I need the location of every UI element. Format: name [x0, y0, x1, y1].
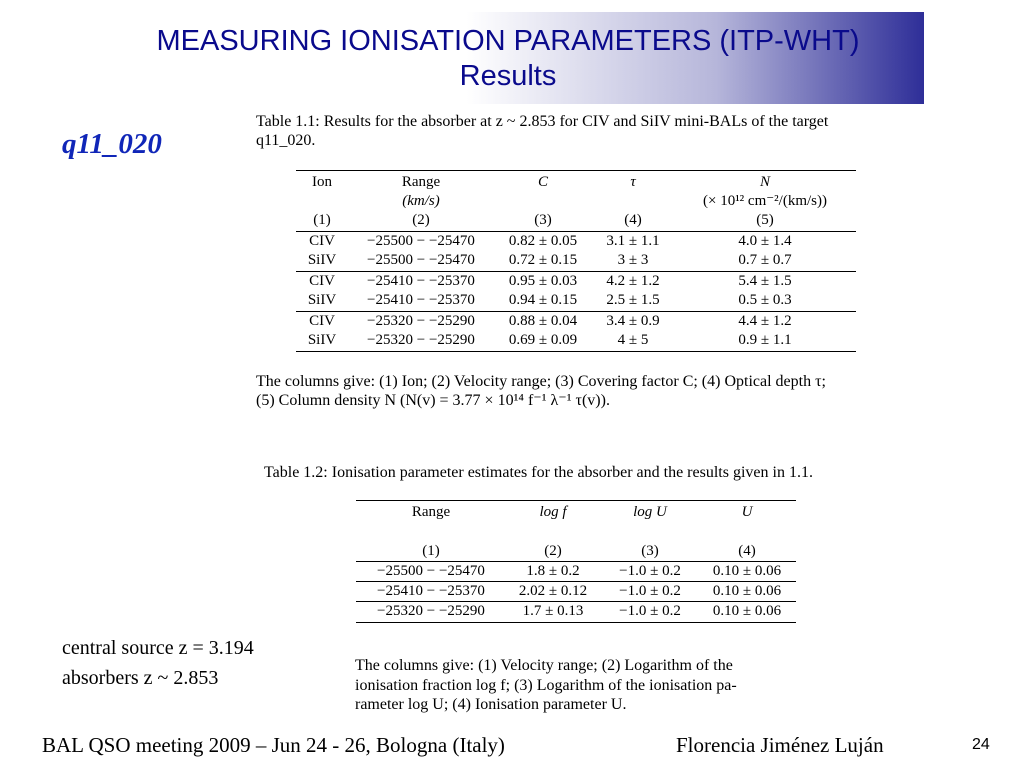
table2-cell: 1.7 ± 0.13	[522, 603, 584, 619]
table1-colnum-1: (1)	[313, 212, 331, 228]
table1-cell: 3.4 ± 0.9	[606, 313, 660, 329]
table1-cell: −25410 − −25370	[367, 273, 475, 289]
table1-cell: 0.95 ± 0.03	[508, 273, 578, 289]
table1-cell: 0.5 ± 0.3	[738, 292, 792, 308]
table1-header-ion: Ion	[312, 174, 332, 190]
table1-cell: 0.9 ± 1.1	[738, 332, 792, 348]
table2-colnum-4: (4)	[738, 543, 756, 559]
table1-cell: −25410 − −25370	[367, 292, 475, 308]
table2-colnum-1: (1)	[422, 543, 440, 559]
table2-cell: −1.0 ± 0.2	[619, 563, 681, 579]
table1-cell: CIV	[309, 233, 335, 249]
table2-cell: 2.02 ± 0.12	[518, 583, 588, 599]
table1-caption-line2: q11_020.	[256, 132, 316, 149]
table1-bottom-rule	[296, 351, 856, 352]
table1-cell: 4.0 ± 1.4	[738, 233, 792, 249]
table1-cell: 0.88 ± 0.04	[508, 313, 578, 329]
table2-cell: −25500 − −25470	[377, 563, 485, 579]
table1-colnum-5: (5)	[756, 212, 774, 228]
table1-cell: 5.4 ± 1.5	[738, 273, 792, 289]
table1-cell: −25500 − −25470	[367, 233, 475, 249]
table1-cell: CIV	[309, 313, 335, 329]
table2-top-rule	[356, 500, 796, 501]
table1-header-n: N	[759, 174, 770, 190]
table1-cell: SiIV	[307, 332, 337, 348]
table1-cell: CIV	[309, 273, 335, 289]
table1-cell: 0.94 ± 0.15	[508, 292, 578, 308]
table1-cell: −25500 − −25470	[367, 252, 475, 268]
table2-header-logf: log f	[539, 504, 567, 520]
footer-meeting: BAL QSO meeting 2009 – Jun 24 - 26, Bologna (Italy)	[42, 733, 505, 757]
table1-note-line2: (5) Column density N (N(v) = 3.77 × 10¹⁴ f⁻¹ λ⁻¹ τ(v)).	[256, 392, 610, 409]
table2-caption: Table 1.2: Ionisation parameter estimates for the absorber and the results given in 1.1.	[264, 464, 813, 481]
table1-cell: SiIV	[307, 292, 337, 308]
table2-cell: 1.8 ± 0.2	[526, 563, 580, 579]
table2-header-logu: log U	[633, 504, 667, 520]
table2-cell: −1.0 ± 0.2	[619, 583, 681, 599]
table2-cell: 0.10 ± 0.06	[712, 603, 782, 619]
table1-top-rule	[296, 170, 856, 171]
footer-author: Florencia Jiménez Luján	[676, 733, 884, 757]
table2-header-range: Range	[411, 504, 451, 520]
table2-note-line1: The columns give: (1) Velocity range; (2) Logarithm of the	[355, 657, 733, 674]
table1-header-range-unit: (km/s)	[402, 193, 440, 209]
table1-cell: −25320 − −25290	[367, 332, 475, 348]
table2-cell: 0.10 ± 0.06	[712, 583, 782, 599]
table1-cell: 2.5 ± 1.5	[606, 292, 660, 308]
slide-title: MEASURING IONISATION PARAMETERS (ITP-WHT)	[156, 25, 860, 57]
table2-header-u: U	[741, 504, 753, 520]
table2-note-line2: ionisation fraction log f; (3) Logarithm of the ionisation pa-	[355, 677, 737, 694]
page-number: 24	[972, 736, 990, 753]
table1-caption-line1: Table 1.1: Results for the absorber at z ~ 2.853 for CIV and SiIV mini-BALs of the target	[256, 113, 829, 130]
table2-cell: −25320 − −25290	[377, 603, 485, 619]
absorbers-redshift: absorbers z ~ 2.853	[62, 667, 219, 689]
table1-cell: 4.4 ± 1.2	[738, 313, 792, 329]
table2-colnum-3: (3)	[641, 543, 659, 559]
table1-cell: 4.2 ± 1.2	[606, 273, 660, 289]
table1-header-c: C	[537, 174, 548, 190]
table2-note-line3: rameter log U; (4) Ionisation parameter U.	[355, 696, 627, 713]
table1-cell: 0.7 ± 0.7	[738, 252, 792, 268]
table1-note-line1: The columns give: (1) Ion; (2) Velocity range; (3) Covering factor C; (4) Optical depth τ;	[256, 373, 826, 390]
table2-cell: 0.10 ± 0.06	[712, 563, 782, 579]
table1-colnum-3: (3)	[534, 212, 552, 228]
slide-subtitle: Results	[459, 60, 557, 92]
central-source-redshift: central source z = 3.194	[62, 637, 254, 659]
table1-header-range: Range	[401, 174, 441, 190]
table1-cell: 0.82 ± 0.05	[508, 233, 578, 249]
table1-cell: 3.1 ± 1.1	[606, 233, 660, 249]
table2-cell: −25410 − −25370	[377, 583, 485, 599]
table1-cell: 3 ± 3	[617, 252, 649, 268]
title-banner	[92, 12, 924, 104]
table1-cell: 0.69 ± 0.09	[508, 332, 578, 348]
table1-header-tau: τ	[630, 174, 636, 190]
table1-header-n-unit: (× 10¹² cm⁻²/(km/s))	[702, 193, 827, 209]
table1-cell: 0.72 ± 0.15	[508, 252, 578, 268]
table2-colnum-2: (2)	[544, 543, 562, 559]
table2-cell: −1.0 ± 0.2	[619, 603, 681, 619]
table1-colnum-2: (2)	[412, 212, 430, 228]
table1-cell: 4 ± 5	[617, 332, 649, 348]
target-label: q11_020	[62, 128, 162, 160]
table1-colnum-4: (4)	[624, 212, 642, 228]
table1-cell: −25320 − −25290	[367, 313, 475, 329]
table2-bottom-rule	[356, 622, 796, 623]
table1-cell: SiIV	[307, 252, 337, 268]
